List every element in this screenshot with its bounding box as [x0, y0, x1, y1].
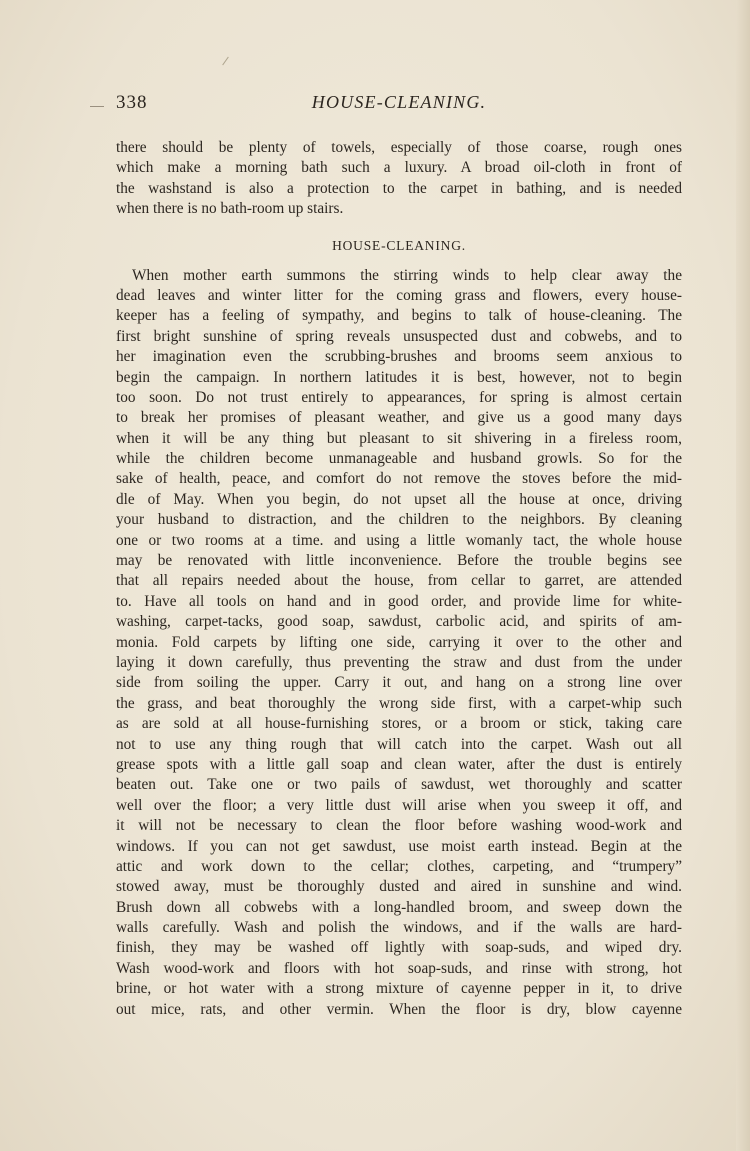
text-line: your husband to distraction, and the children to the neighbors. By cleaning	[116, 511, 682, 529]
text-line: not to use any thing rough that will catch into the carpet. Wash out all	[116, 735, 682, 753]
margin-dash	[90, 106, 104, 107]
text-line: beaten out. Take one or two pails of sawdust, wet thoroughly and scatter	[116, 776, 682, 794]
page-number: 338	[116, 92, 148, 113]
ink-mark	[222, 57, 229, 66]
text-line: first bright sunshine of spring reveals unsuspected dust and cobwebs, and to	[116, 327, 682, 345]
text-line: to. Have all tools on hand and in good order, and provide lime for white-	[116, 592, 682, 610]
text-line: out mice, rats, and other vermin. When the floor is dry, blow cayenne	[116, 1000, 682, 1018]
body-text	[116, 138, 682, 1020]
running-head: HOUSE-CLEANING.	[311, 92, 487, 112]
text-line: that all repairs needed about the house, from cellar to garret, are attended	[116, 572, 682, 590]
text-line: dead leaves and winter litter for the coming grass and flowers, every house-	[116, 286, 682, 304]
text-line: washing, carpet-tacks, good soap, sawdust, carbolic acid, and spirits of am-	[116, 613, 682, 631]
text-line: stowed away, must be thoroughly dusted and aired in sunshine and wind.	[116, 878, 682, 896]
text-line: When mother earth summons the stirring winds to help clear away the	[132, 266, 682, 284]
text-line: Brush down all cobwebs with a long-handled broom, and sweep down the	[116, 898, 682, 916]
text-line: Wash wood-work and floors with hot soap-suds, and rinse with strong, hot	[116, 959, 682, 977]
text-line: when it will be any thing but pleasant to sit shivering in a fireless room,	[116, 429, 682, 447]
text-line: grease spots with a little gall soap and clean water, after the dust is entirely	[116, 755, 682, 773]
text-line: finish, they may be washed off lightly with soap-suds, and wiped dry.	[116, 939, 682, 957]
text-line: brine, or hot water with a strong mixture of cayenne pepper in it, to drive	[116, 980, 682, 998]
text-line: monia. Fold carpets by lifting one side, carrying it over to the other and	[116, 633, 682, 651]
text-line: dle of May. When you begin, do not upset all the house at once, driving	[116, 490, 682, 508]
main-paragraph	[116, 266, 682, 1020]
page-edge-shadow	[736, 0, 750, 1151]
text-line: it will not be necessary to clean the floor before washing wood-work and	[116, 817, 682, 835]
text-line: keeper has a feeling of sympathy, and begins to talk of house-cleaning. The	[116, 307, 682, 325]
text-line: the washstand is also a protection to the carpet in bathing, and is needed	[116, 179, 682, 197]
text-line: well over the floor; a very little dust will arise when you sweep it off, and	[116, 796, 682, 814]
intro-paragraph	[116, 138, 682, 220]
text-line: which make a morning bath such a luxury. A broad oil-cloth in front of	[116, 159, 682, 177]
text-line: too soon. Do not trust entirely to appearances, for spring is almost certain	[116, 388, 682, 406]
text-line: her imagination even the scrubbing-brushes and brooms seem anxious to	[116, 348, 682, 366]
text-line: to break her promises of pleasant weather, and give us a good many days	[116, 409, 682, 427]
text-line: windows. If you can not get sawdust, use moist earth instead. Begin at the	[116, 837, 682, 855]
text-line: one or two rooms at a time. and using a little womanly tact, the whole house	[116, 531, 682, 549]
text-line: when there is no bath-room up stairs.	[116, 200, 344, 218]
text-line: while the children become unmanageable and husband growls. So for the	[116, 450, 682, 468]
text-line: walls carefully. Wash and polish the windows, and if the walls are hard-	[116, 919, 682, 937]
text-line: there should be plenty of towels, especially of those coarse, rough ones	[116, 139, 682, 156]
text-line: side from soiling the upper. Carry it out, and hang on a strong line over	[116, 674, 682, 692]
page-header	[116, 92, 682, 118]
text-line: begin the campaign. In northern latitudes it is best, however, not to begin	[116, 368, 682, 386]
text-line: sake of health, peace, and comfort do not remove the stoves before the mid-	[116, 470, 682, 488]
text-line: attic and work down to the cellar; clothes, carpeting, and “trumpery”	[116, 857, 682, 875]
text-line: as are sold at all house-furnishing stores, or a broom or stick, taking care	[116, 715, 682, 733]
text-line: may be renovated with little inconvenience. Before the trouble begins see	[116, 552, 682, 570]
section-heading: HOUSE-CLEANING.	[332, 237, 466, 253]
text-line: laying it down carefully, thus preventing the straw and dust from the under	[116, 653, 682, 671]
text-line: the grass, and beat thoroughly the wrong side first, with a carpet-whip such	[116, 694, 682, 712]
